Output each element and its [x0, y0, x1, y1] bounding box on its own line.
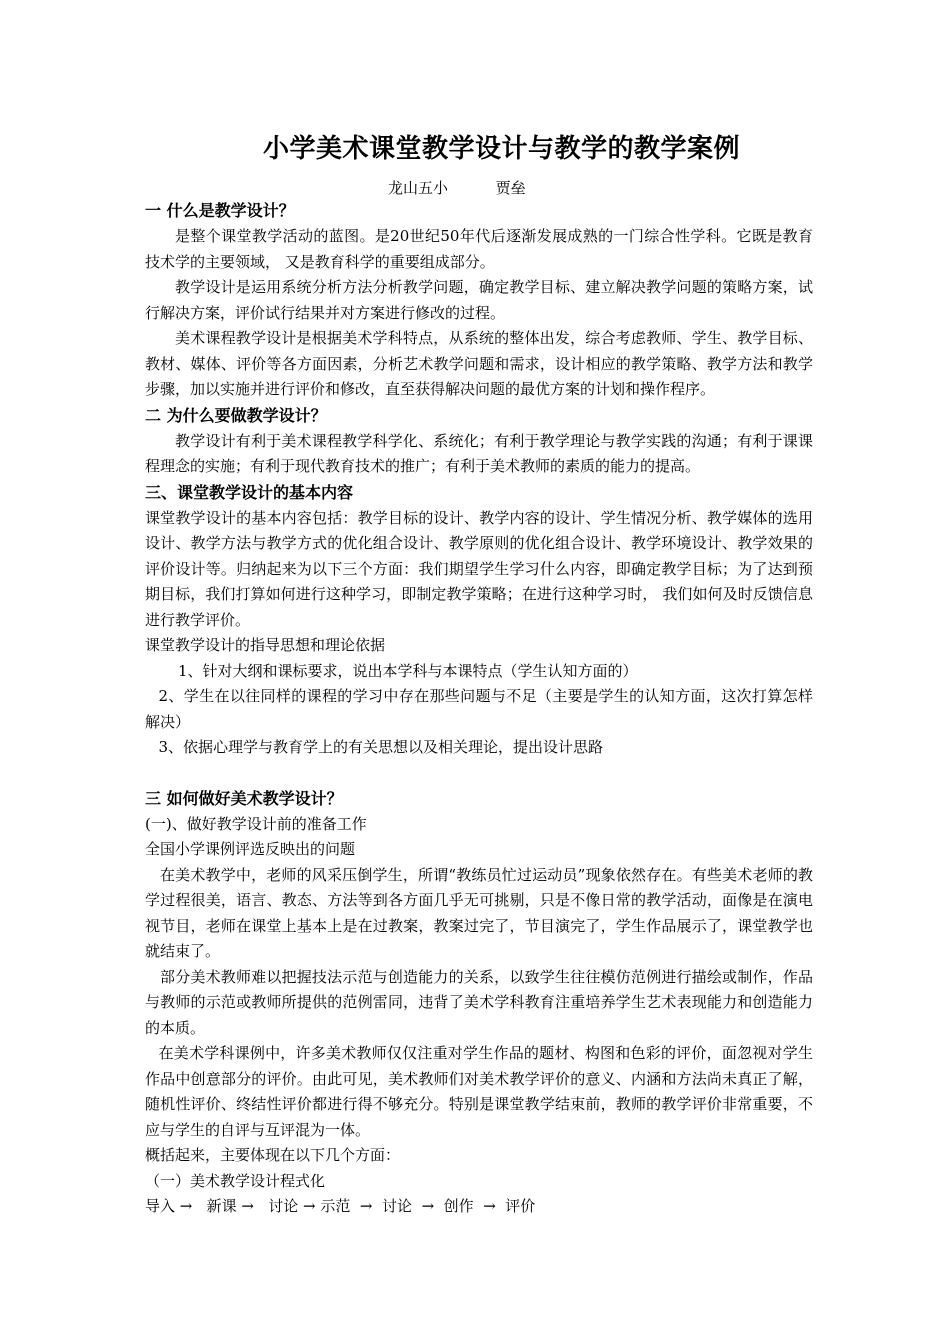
process-flow: 导入 → 新课 → 讨论 → 示范 → 讨论 → 创作 → 评价	[145, 1197, 536, 1215]
paragraph: 课堂教学设计的基本内容包括：教学目标的设计、教学内容的设计、学生情况分析、教学媒体的选用设计、教学方法与教学方式的优化组合设计、教学原则的优化组合设计、教学环境设计、教学效果的评价设计等。归纳起来为以下三个方面：我们期望学生学习什么内容，即确定教学目标；为了达到预期目标，我们打算如何进行这种学习，即制定教学策略；在进行这种学习时， 我们如何及时反馈信息进行教学评价。	[145, 508, 813, 629]
subheading: （一）美术教学设计程式化	[145, 1171, 326, 1190]
section-heading-why-design: 二 为什么要做教学设计？	[145, 405, 327, 425]
paragraph: 是整个课堂教学活动的蓝图。是20世纪50年代后逐渐发展成熟的一门综合性学科。它既是教育技术学的主要领域， 又是教育科学的重要组成部分。	[145, 227, 813, 271]
section-heading-what-is-design: 一 什么是教学设计？	[145, 201, 295, 220]
paragraph: 在美术学科课例中，许多美术教师仅仅注重对学生作品的题材、构图和色彩的评价，面忽视对学生作品中创意部分的评价。由此可见，美术教师们对美术教学评价的意义、内涵和方法尚未真正了解，随机性评价、终结性评价都进行得不够充分。特别是课堂教学结束前，教师的教学评价非常重要，不应与学生的自评与互评混为一体。	[145, 1044, 813, 1139]
paragraph: 美术课程教学设计是根据美术学科特点，从系统的整体出发，综合考虑教师、学生、教学目标、教材、媒体、评价等各方面因素，分析艺术教学问题和需求，设计相应的教学策略、教学方法和教学步骤，加以实施并进行评价和修改，直至获得解决问题的最优方案的计划和操作程序。	[145, 329, 813, 398]
subheading: (一)、做好教学设计前的准备工作	[145, 814, 367, 833]
list-item: 2、学生在以往同样的课程的学习中存在那些问题与不足（主要是学生的认知方面，这次打算怎样解决）	[145, 687, 813, 731]
subheading: 全国小学课例评选反映出的问题	[145, 840, 356, 858]
paragraph: 在美术教学中，老师的风采压倒学生，所谓“教练员忙过运动员”现象依然存在。有些美术老师的教学过程很美，语言、教态、方法等到各方面几乎无可挑剔，只是不像日常的教学活动，面像是在演电视节目，老师在课堂上基本上是在过教案，教案过完了，节目演完了，学生作品展示了，课堂教学也就结束了。	[145, 865, 813, 960]
document-title: 小学美术课堂教学设计与教学的教学案例	[262, 134, 740, 164]
section-heading-how-to-design: 三 如何做好美术教学设计？	[145, 788, 343, 808]
document-body	[145, 198, 813, 1220]
list-item: 1、针对大纲和课标要求，说出本学科与本课特点（学生认知方面的）	[178, 661, 638, 680]
section-heading-basic-content: 三、课堂教学设计的基本内容	[145, 482, 354, 502]
document-author: 龙山五小 贾垒	[388, 179, 526, 197]
list-item: 3、依据心理学与教育学上的有关思想以及相关理论，提出设计思路	[158, 738, 604, 756]
paragraph: 课堂教学设计的指导思想和理论依据	[145, 636, 386, 654]
paragraph: 部分美术教师难以把握技法示范与创造能力的关系，以致学生往往模仿范例进行描绘或制作，作品与教师的示范或教师所提供的范例雷同，违背了美术学科教育注重培养学生艺术表现能力和创造能力的本质。	[145, 967, 813, 1037]
paragraph: 教学设计有利于美术课程教学科学化、系统化；有利于教学理论与教学实践的沟通；有利于课课程理念的实施；有利于现代教育技术的推广；有利于美术教师的素质的能力的提高。	[145, 431, 813, 475]
spacer	[145, 761, 813, 786]
paragraph: 教学设计是运用系统分析方法分析教学问题，确定教学目标、建立解决教学问题的策略方案，试行解决方案，评价试行结果并对方案进行修改的过程。	[145, 278, 813, 322]
paragraph: 概括起来，主要体现在以下几个方面：	[145, 1146, 401, 1164]
